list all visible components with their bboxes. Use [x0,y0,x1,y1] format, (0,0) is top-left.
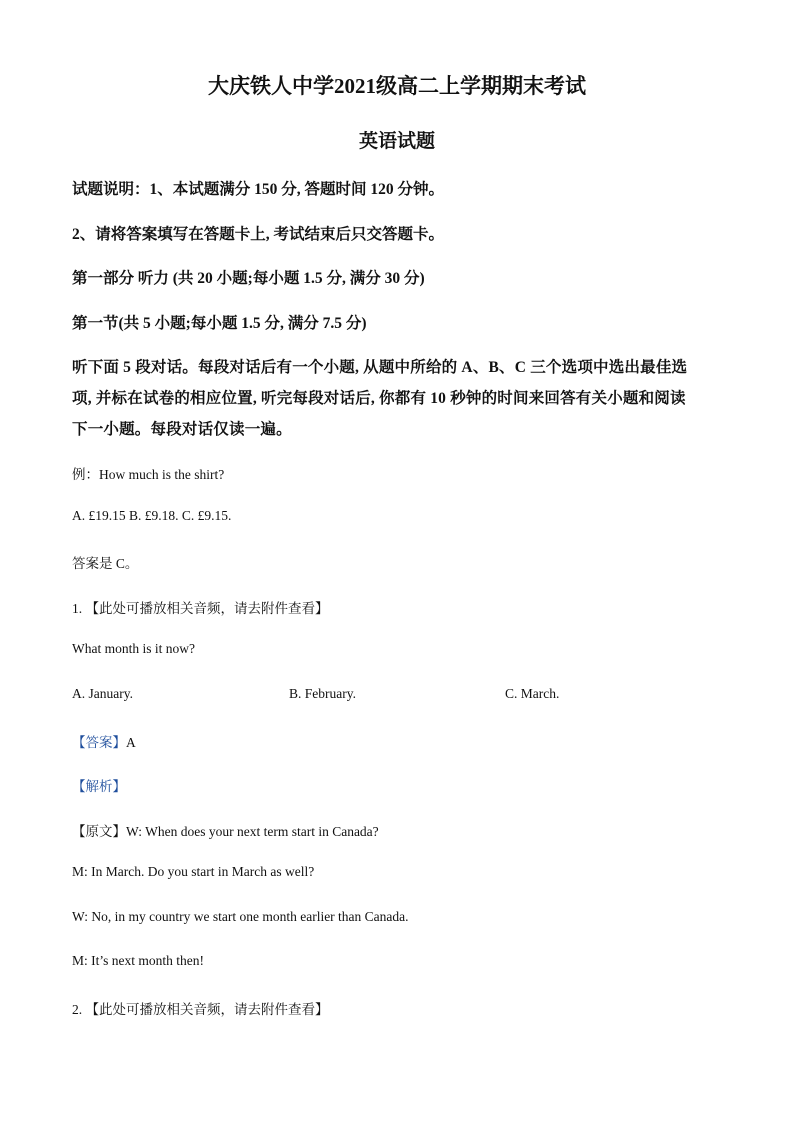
answer-value: A [126,735,136,750]
directions-line-1: 听下面 5 段对话。每段对话后有一个小题, 从题中所给的 A、B、C 三个选项中选出最佳选 [72,359,688,376]
transcript-label: 【原文】 [72,824,126,839]
directions-line-3: 下一小题。每段对话仅读一遍。 [72,421,292,438]
exam-subtitle: 英语试题 [358,131,435,152]
q1-option-b: B. February. [289,686,356,701]
q1-option-a: A. January. [72,686,133,701]
part1-heading: 第一部分 听力 (共 20 小题;每小题 1.5 分, 满分 30 分) [72,270,425,287]
directions-line-2: 项, 并标在试卷的相应位置, 听完每段对话后, 你都有 10 秒钟的时间来回答有关小题和阅读 [72,390,686,407]
q1-audio-note: 1. 【此处可播放相关音频，请去附件查看】 [72,601,329,616]
q2-audio-note: 2. 【此处可播放相关音频，请去附件查看】 [72,1002,329,1017]
q1-transcript-line-4: M: It’s next month then! [72,953,204,968]
q1-transcript-line-1 [72,820,379,840]
example-options: A. £19.15 B. £9.18. C. £9.15. [72,508,232,523]
instruction-line-2: 2、请将答案填写在答题卡上, 考试结束后只交答题卡。 [72,226,445,243]
q1-answer [72,731,136,751]
answer-label: 【答案】 [72,735,126,750]
q1-analysis-label: 【解析】 [72,779,126,794]
q1-option-c: C. March. [505,686,560,701]
q1-question: What month is it now? [72,641,195,656]
transcript-text: W: When does your next term start in Canada? [126,824,379,839]
instruction-line-1: 试题说明：1、本试题满分 150 分, 答题时间 120 分钟。 [72,181,445,198]
example-answer: 答案是 C。 [72,556,139,571]
q1-transcript-line-2: M: In March. Do you start in March as well? [72,864,315,879]
example-question: 例：How much is the shirt? [72,467,225,482]
section1-heading: 第一节(共 5 小题;每小题 1.5 分, 满分 7.5 分) [72,315,367,332]
q1-transcript-line-3: W: No, in my country we start one month earlier than Canada. [72,909,409,924]
exam-title: 大庆铁人中学2021级高二上学期期末考试 [208,74,586,98]
